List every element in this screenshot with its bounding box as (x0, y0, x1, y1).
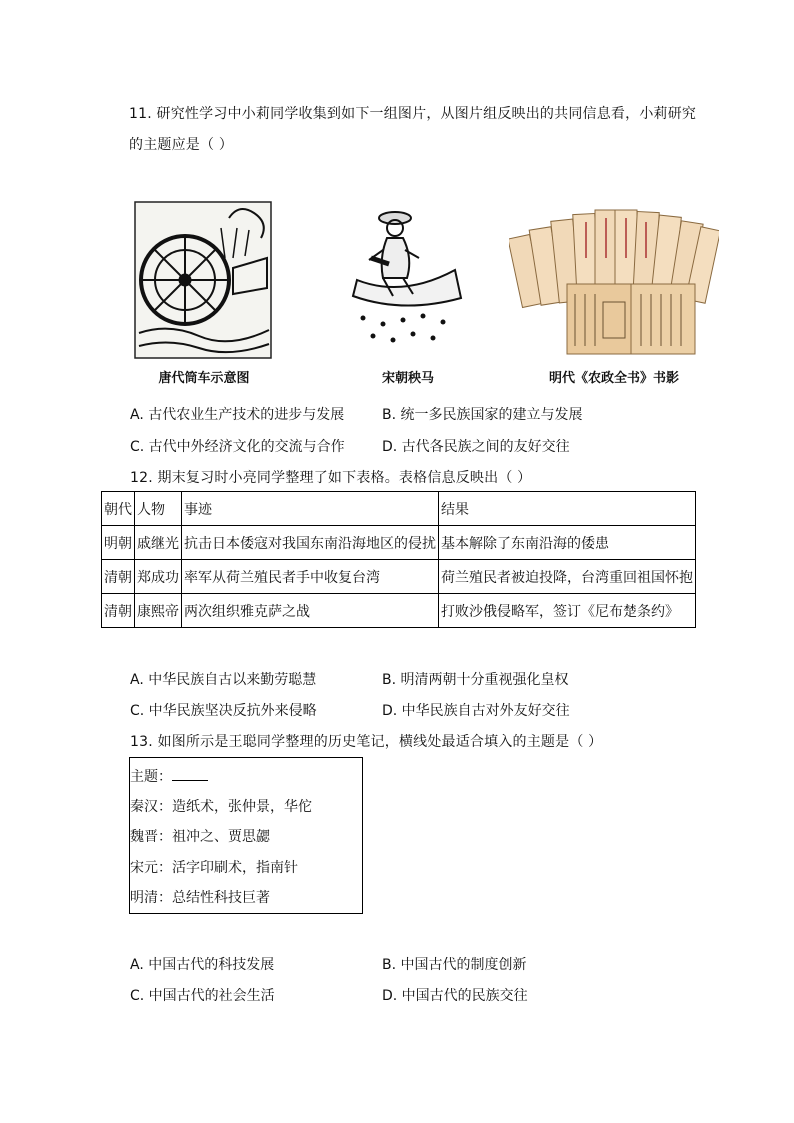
waterwheel-illustration-icon (129, 198, 279, 366)
figure-waterwheel (129, 198, 279, 390)
table-cell: 清朝 (102, 594, 135, 628)
table-cell: 康熙帝 (135, 594, 182, 628)
ancient-books-illustration-icon (509, 198, 719, 366)
table-cell: 明朝 (102, 526, 135, 560)
table-header-cell: 结果 (439, 492, 696, 526)
figure-caption: 宋朝秧马 (381, 371, 434, 386)
table-row (102, 594, 696, 628)
q11-option-d[interactable]: D. 古代各民族之间的友好交往 (382, 439, 570, 455)
figure-books (509, 198, 719, 390)
q13-stem: 13. 如图所示是王聪同学整理的历史笔记，横线处最适合填入的主题是（ ） (130, 734, 603, 750)
note-line: 明清：总结性科技巨著 (130, 890, 270, 906)
q12-stem: 12. 期末复习时小亮同学整理了如下表格。表格信息反映出（ ） (130, 470, 532, 486)
q13-note-box (129, 757, 363, 914)
figure-caption: 唐代筒车示意图 (158, 371, 250, 386)
q11-option-c[interactable]: C. 古代中外经济文化的交流与合作 (130, 439, 345, 455)
note-title-blank (172, 768, 208, 781)
q13-option-c[interactable]: C. 中国古代的社会生活 (130, 988, 275, 1004)
figure-seedling-horse (343, 198, 473, 390)
table-row (102, 526, 696, 560)
q11-stem-line1: 11. 研究性学习中小莉同学收集到如下一组图片，从图片组反映出的共同信息看，小莉研究 (129, 106, 697, 122)
q11-stem-line2: 的主题应是（ ） (129, 137, 234, 153)
note-line: 宋元：活字印刷术，指南针 (130, 860, 298, 876)
rice-seedling-horse-illustration-icon (343, 198, 473, 366)
q12-table (101, 491, 696, 628)
table-header-cell: 朝代 (102, 492, 135, 526)
note-title-line (130, 766, 208, 786)
q12-option-d[interactable]: D. 中华民族自古对外友好交往 (382, 703, 570, 719)
note-title: 主题： (130, 769, 172, 785)
table-row (102, 560, 696, 594)
table-cell: 戚继光 (135, 526, 182, 560)
q11-option-b[interactable]: B. 统一多民族国家的建立与发展 (382, 407, 583, 423)
figure-caption: 明代《农政全书》书影 (548, 371, 679, 386)
q11-option-a[interactable]: A. 古代农业生产技术的进步与发展 (130, 407, 345, 423)
note-line: 秦汉：造纸术，张仲景，华佗 (130, 799, 312, 815)
table-cell: 清朝 (102, 560, 135, 594)
table-cell: 打败沙俄侵略军，签订《尼布楚条约》 (439, 594, 696, 628)
note-line: 魏晋：祖冲之、贾思勰 (130, 829, 270, 845)
table-header-cell: 人物 (135, 492, 182, 526)
table-cell: 抗击日本倭寇对我国东南沿海地区的侵扰 (182, 526, 439, 560)
q13-option-d[interactable]: D. 中国古代的民族交往 (382, 988, 528, 1004)
table-cell: 率军从荷兰殖民者手中收复台湾 (182, 560, 439, 594)
table-cell: 郑成功 (135, 560, 182, 594)
table-header-cell: 事迹 (182, 492, 439, 526)
q12-option-b[interactable]: B. 明清两朝十分重视强化皇权 (382, 672, 569, 688)
table-header-row (102, 492, 696, 526)
q13-option-b[interactable]: B. 中国古代的制度创新 (382, 957, 527, 973)
q12-option-a[interactable]: A. 中华民族自古以来勤劳聪慧 (130, 672, 317, 688)
table-cell: 两次组织雅克萨之战 (182, 594, 439, 628)
table-cell: 基本解除了东南沿海的倭患 (439, 526, 696, 560)
q12-option-c[interactable]: C. 中华民族坚决反抗外来侵略 (130, 703, 317, 719)
table-cell: 荷兰殖民者被迫投降，台湾重回祖国怀抱 (439, 560, 696, 594)
q13-option-a[interactable]: A. 中国古代的科技发展 (130, 957, 275, 973)
